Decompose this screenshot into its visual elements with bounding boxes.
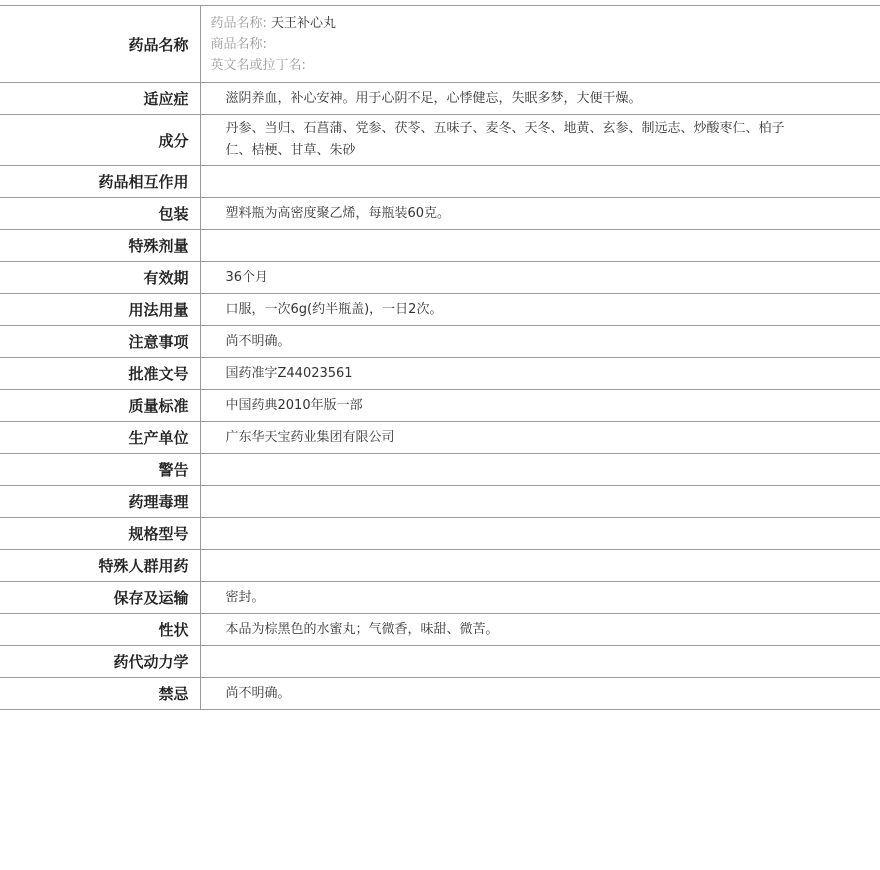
row-value (200, 518, 880, 550)
row-specification (0, 518, 880, 550)
row-value: 国药准字Z44023561 (225, 365, 353, 381)
row-contraindications (0, 678, 880, 710)
row-label: 特殊剂量 (0, 230, 200, 262)
row-manufacturer (0, 422, 880, 454)
row-label: 保存及运输 (0, 582, 200, 614)
latin-name-key: 英文名或拉丁名: (210, 57, 306, 73)
row-value (200, 550, 880, 582)
row-pharmacokinetics (0, 646, 880, 678)
row-value: 广东华天宝药业集团有限公司 (225, 429, 395, 445)
row-description (0, 614, 880, 646)
row-value: 本品为棕黑色的水蜜丸；气微香，味甜、微苦。 (225, 621, 499, 637)
row-label: 有效期 (0, 262, 200, 294)
row-value: 塑料瓶为高密度聚乙烯，每瓶装60克。 (225, 205, 451, 221)
row-label: 规格型号 (0, 518, 200, 550)
row-label: 药理毒理 (0, 486, 200, 518)
row-label: 包装 (0, 198, 200, 230)
row-value: 36个月 (225, 269, 269, 285)
row-label: 质量标准 (0, 390, 200, 422)
row-ingredients (0, 115, 880, 166)
row-value: 尚不明确。 (225, 333, 291, 349)
trade-name-line (211, 34, 801, 55)
generic-name-value: 天王补心丸 (271, 15, 337, 31)
row-storage (0, 582, 880, 614)
row-value: 滋阴养血，补心安神。用于心阴不足，心悸健忘，失眠多梦，大便干燥。 (225, 90, 642, 106)
row-value: 尚不明确。 (225, 685, 291, 701)
row-precautions (0, 326, 880, 358)
row-special-dosage (0, 230, 880, 262)
row-label: 性状 (0, 614, 200, 646)
generic-name-line (211, 13, 801, 34)
row-label: 药品名称 (0, 6, 200, 83)
row-label: 药品相互作用 (0, 166, 200, 198)
row-indications (0, 83, 880, 115)
row-approval-number (0, 358, 880, 390)
row-shelf-life (0, 262, 880, 294)
row-value: 口服，一次6g(约半瓶盖)，一日2次。 (225, 301, 443, 317)
row-value (200, 454, 880, 486)
row-special-populations (0, 550, 880, 582)
row-label: 禁忌 (0, 678, 200, 710)
row-value: 密封。 (225, 589, 265, 605)
row-interactions (0, 166, 880, 198)
row-label: 成分 (0, 115, 200, 166)
row-warning (0, 454, 880, 486)
row-value (200, 230, 880, 262)
row-label: 用法用量 (0, 294, 200, 326)
row-value (200, 166, 880, 198)
row-value (200, 486, 880, 518)
drug-info-table (0, 5, 880, 710)
row-packaging (0, 198, 880, 230)
latin-name-line (211, 55, 801, 76)
row-drug-name (0, 6, 880, 83)
row-quality-standard (0, 390, 880, 422)
row-value: 丹参、当归、石菖蒲、党参、茯苓、五味子、麦冬、天冬、地黄、玄参、制远志、炒酸枣仁、柏子仁、桔梗、甘草、朱砂 (225, 121, 785, 158)
row-label: 特殊人群用药 (0, 550, 200, 582)
generic-name-key: 药品名称: (210, 15, 267, 31)
row-value: 中国药典2010年版一部 (225, 397, 363, 413)
row-pharmacology (0, 486, 880, 518)
drug-name-fields (200, 6, 880, 83)
row-label: 生产单位 (0, 422, 200, 454)
row-value (200, 646, 880, 678)
trade-name-key: 商品名称: (210, 36, 267, 52)
row-usage (0, 294, 880, 326)
row-label: 警告 (0, 454, 200, 486)
row-label: 注意事项 (0, 326, 200, 358)
row-label: 批准文号 (0, 358, 200, 390)
row-label: 适应症 (0, 83, 200, 115)
row-label: 药代动力学 (0, 646, 200, 678)
